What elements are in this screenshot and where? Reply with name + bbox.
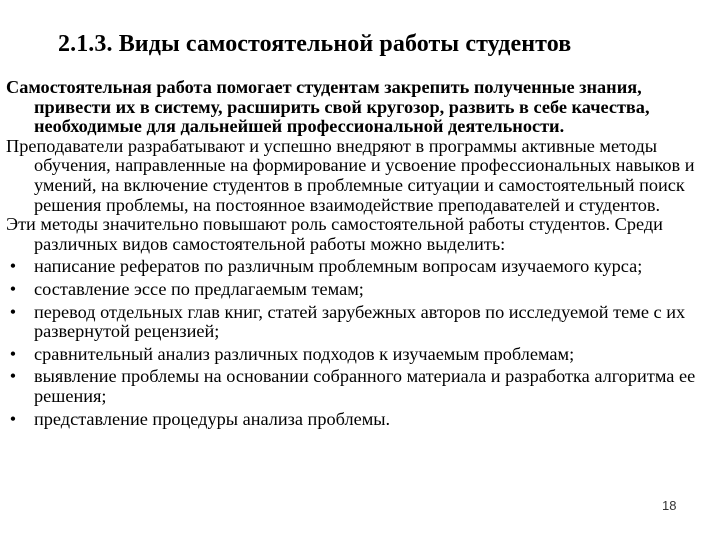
list-item-text: представление процедуры анализа проблемы. xyxy=(34,408,391,429)
slide-body xyxy=(6,78,716,429)
paragraph-methods: Преподаватели разрабатывают и успешно внедряют в программы активные методы обучения, направленные на формирование и усвоение профессиональных навыков и умений, на включение студентов в проблемные ситуации и самостоятельный поиск решения проблемы, на постоянное взаимодействие преподавателей и студентов. xyxy=(6,135,695,215)
bullet-icon: • xyxy=(9,256,17,277)
bullet-list xyxy=(6,257,716,429)
paragraph-intro: Самостоятельная работа помогает студентам закрепить полученные знания, привести их в систему, расширить свой кругозор, развить в себе качества, необходимые для дальнейшей профессиональной деятельности. xyxy=(6,77,650,137)
list-item-text: написание рефератов по различным проблемным вопросам изучаемого курса; xyxy=(34,256,643,277)
list-item xyxy=(6,410,716,430)
list-item xyxy=(6,345,716,365)
list-item-text: перевод отдельных глав книг, статей зарубежных авторов по исследуемой теме с их развернутой рецензией; xyxy=(34,301,686,342)
bullet-icon: • xyxy=(9,301,17,322)
list-item-text: составление эссе по предлагаемым темам; xyxy=(34,278,364,299)
page-number: 18 xyxy=(662,498,677,513)
list-item xyxy=(6,367,716,406)
bullet-icon: • xyxy=(9,366,17,387)
bullet-icon: • xyxy=(9,343,17,364)
paragraph-types-intro: Эти методы значительно повышают роль самостоятельной работы студентов. Среди различных видов самостоятельной работы можно выделить: xyxy=(6,214,663,254)
slide-title: 2.1.3. Виды самостоятельной работы студентов xyxy=(58,31,572,57)
bullet-icon: • xyxy=(9,278,17,299)
list-item xyxy=(6,280,716,300)
list-item-text: выявление проблемы на основании собранного материала и разработка алгоритма ее решения; xyxy=(34,366,696,406)
list-item xyxy=(6,303,716,342)
bullet-icon: • xyxy=(9,408,17,429)
list-item xyxy=(6,257,716,277)
list-item-text: сравнительный анализ различных подходов к изучаемым проблемам; xyxy=(34,343,575,364)
